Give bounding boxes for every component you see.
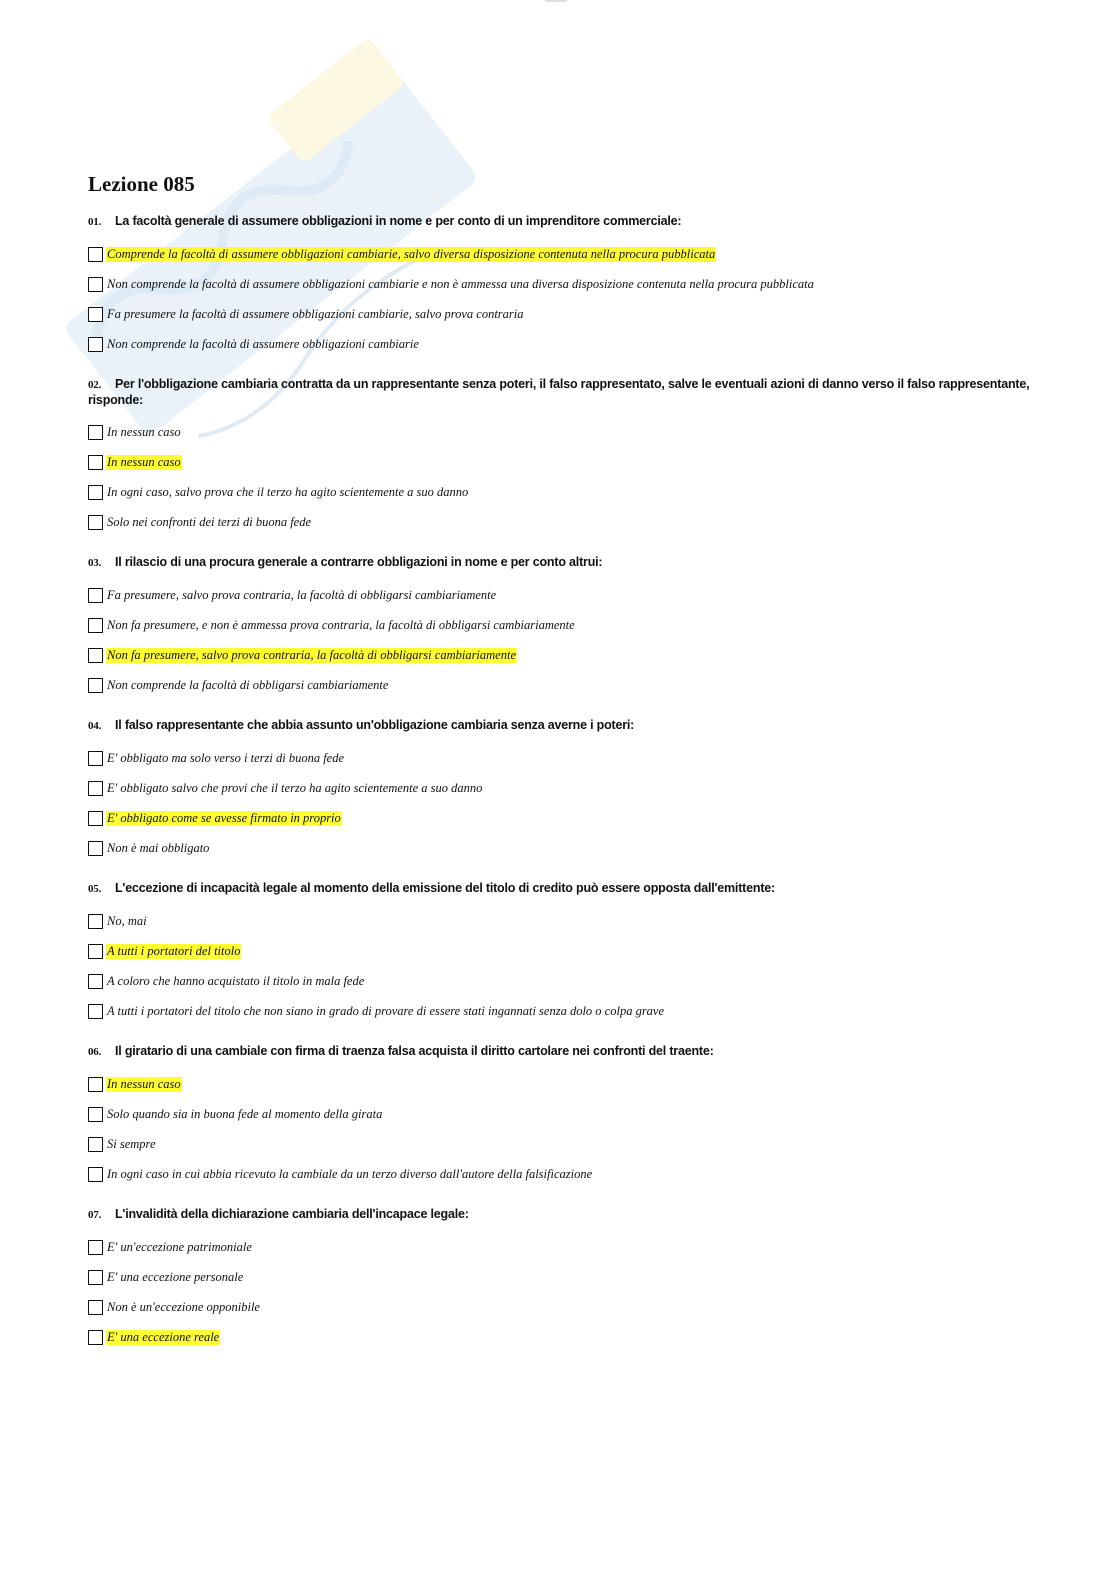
answer-option[interactable] [88,1322,1038,1352]
answer-text: Fa presumere, salvo prova contraria, la facoltà di obbligarsi cambiariamente [107,587,497,602]
answer-option[interactable] [88,640,1038,670]
answer-checkbox[interactable] [88,247,103,262]
question-number: 02. [88,379,102,391]
answer-checkbox[interactable] [88,841,103,856]
answer-checkbox[interactable] [88,811,103,826]
lesson-title: Lezione 085 [88,172,195,196]
answer-option[interactable] [88,447,1038,477]
question-text [88,1044,1038,1060]
answer-checkbox[interactable] [88,1137,103,1152]
question-label: Il giratario di una cambiale con firma di traenza falsa acquista il diritto cartolare nei confronti del traente: [115,1044,714,1058]
answer-option[interactable] [88,906,1038,936]
answer-option[interactable] [88,773,1038,803]
answer-checkbox[interactable] [88,1004,103,1019]
question-block [88,1207,1038,1352]
answer-option[interactable] [88,1159,1038,1189]
answer-text: E' obbligato salvo che provi che il terzo ha agito scientemente a suo danno [107,780,483,795]
answer-checkbox[interactable] [88,974,103,989]
answer-checkbox[interactable] [88,1300,103,1315]
answer-checkbox[interactable] [88,678,103,693]
answer-text: Solo quando sia in buona fede al momento della girata [107,1106,383,1121]
answer-checkbox[interactable] [88,485,103,500]
answer-option[interactable] [88,329,1038,359]
answer-option[interactable] [88,1099,1038,1129]
question-number: 05. [88,883,102,895]
answer-option[interactable] [88,1292,1038,1322]
question-label: Il falso rappresentante che abbia assunto un'obbligazione cambiaria senza averne i poteri: [115,718,635,732]
question-text [88,881,1038,897]
question-text [88,718,1038,734]
answer-checkbox[interactable] [88,914,103,929]
answer-checkbox[interactable] [88,751,103,766]
answer-checkbox[interactable] [88,307,103,322]
question-label: Il rilascio di una procura generale a contrarre obbligazioni in nome e per conto altrui: [115,555,603,569]
answer-option[interactable] [88,743,1038,773]
answer-text: Non fa presumere, e non è ammessa prova contraria, la facoltà di obbligarsi cambiariamente [107,617,575,632]
answer-text-highlighted: A tutti i portatori del titolo [107,943,241,958]
answer-option[interactable] [88,417,1038,447]
answer-option[interactable] [88,996,1038,1026]
question-label: La facoltà generale di assumere obbligazioni in nome e per conto di un imprenditore commerciale: [115,214,682,228]
question-block [88,555,1038,700]
answer-option[interactable] [88,239,1038,269]
answer-option[interactable] [88,1232,1038,1262]
question-number: 01. [88,216,102,228]
answer-option[interactable] [88,580,1038,610]
answer-option[interactable] [88,670,1038,700]
question-text [88,555,1038,571]
question-block [88,718,1038,863]
answer-option[interactable] [88,803,1038,833]
question-text [88,377,1038,408]
answer-text: E' un'eccezione patrimoniale [107,1239,252,1254]
question-list [88,214,1038,1352]
question-text [88,1207,1038,1223]
answer-option[interactable] [88,1129,1038,1159]
answer-checkbox[interactable] [88,648,103,663]
answer-checkbox[interactable] [88,277,103,292]
answer-checkbox[interactable] [88,781,103,796]
question-label: L'eccezione di incapacità legale al momento della emissione del titolo di credito può essere opposta dall'emittente: [115,881,775,895]
answer-text: A tutti i portatori del titolo che non siano in grado di provare di essere stati ingannati senza dolo o colpa grave [107,1003,665,1018]
answer-text-highlighted: E' obbligato come se avesse firmato in proprio [107,810,341,825]
answer-checkbox[interactable] [88,1077,103,1092]
answer-option[interactable] [88,507,1038,537]
question-block [88,881,1038,1026]
answer-text: Non comprende la facoltà di assumere obbligazioni cambiarie e non è ammessa una diversa disposizione contenuta nella procura pubblicata [107,276,814,291]
answer-checkbox[interactable] [88,425,103,440]
question-block [88,1044,1038,1189]
answer-text-highlighted: Comprende la facoltà di assumere obbligazioni cambiarie, salvo diversa disposizione contenuta nella procura pubblicata [107,246,716,261]
answer-option[interactable] [88,966,1038,996]
question-number: 06. [88,1046,102,1058]
question-block [88,377,1038,537]
answer-option[interactable] [88,1262,1038,1292]
answer-text: In nessun caso [107,424,181,439]
answer-checkbox[interactable] [88,1270,103,1285]
answer-option[interactable] [88,477,1038,507]
answer-text: No, mai [107,913,147,928]
answer-text: Non comprende la facoltà di obbligarsi cambiariamente [107,677,389,692]
answer-text: Non comprende la facoltà di assumere obbligazioni cambiarie [107,336,419,351]
answer-option[interactable] [88,269,1038,299]
answer-text: Solo nei confronti dei terzi di buona fede [107,514,312,529]
answer-text-highlighted: In nessun caso [107,454,181,469]
answer-checkbox[interactable] [88,1107,103,1122]
answer-checkbox[interactable] [88,588,103,603]
answer-checkbox[interactable] [88,337,103,352]
answer-option[interactable] [88,299,1038,329]
answer-text: In ogni caso, salvo prova che il terzo ha agito scientemente a suo danno [107,484,469,499]
answer-text: E' una eccezione personale [107,1269,244,1284]
answer-text: Non è mai obbligato [107,840,210,855]
answer-text: Non è un'eccezione opponibile [107,1299,260,1314]
question-number: 04. [88,720,102,732]
answer-checkbox[interactable] [88,1240,103,1255]
top-page-mark [545,0,567,2]
answer-text: Fa presumere la facoltà di assumere obbligazioni cambiarie, salvo prova contraria [107,306,524,321]
answer-text: A coloro che hanno acquistato il titolo in mala fede [107,973,365,988]
answer-option[interactable] [88,833,1038,863]
answer-option[interactable] [88,610,1038,640]
answer-checkbox[interactable] [88,618,103,633]
answer-checkbox[interactable] [88,1330,103,1345]
answer-text-highlighted: Non fa presumere, salvo prova contraria, la facoltà di obbligarsi cambiariamente [107,647,516,662]
answer-text: E' obbligato ma solo verso i terzi di buona fede [107,750,345,765]
answer-checkbox[interactable] [88,455,103,470]
document-page [88,170,1038,1370]
question-number: 07. [88,1209,102,1221]
question-label: Per l'obbligazione cambiaria contratta da un rappresentante senza poteri, il falso rappresentato, salve le eventuali azioni di danno verso il falso rappresentante, risponde: [88,377,1030,407]
question-label: L'invalidità della dichiarazione cambiaria dell'incapace legale: [115,1207,469,1221]
answer-checkbox[interactable] [88,1167,103,1182]
answer-option[interactable] [88,936,1038,966]
answer-checkbox[interactable] [88,944,103,959]
answer-text: In ogni caso in cui abbia ricevuto la cambiale da un terzo diverso dall'autore della falsificazione [107,1166,593,1181]
answer-option[interactable] [88,1069,1038,1099]
question-block [88,214,1038,359]
answer-checkbox[interactable] [88,515,103,530]
answer-text: Si sempre [107,1136,156,1151]
answer-text-highlighted: In nessun caso [107,1076,181,1091]
answer-text-highlighted: E' una eccezione reale [107,1329,220,1344]
question-number: 03. [88,557,102,569]
question-text [88,214,1038,230]
